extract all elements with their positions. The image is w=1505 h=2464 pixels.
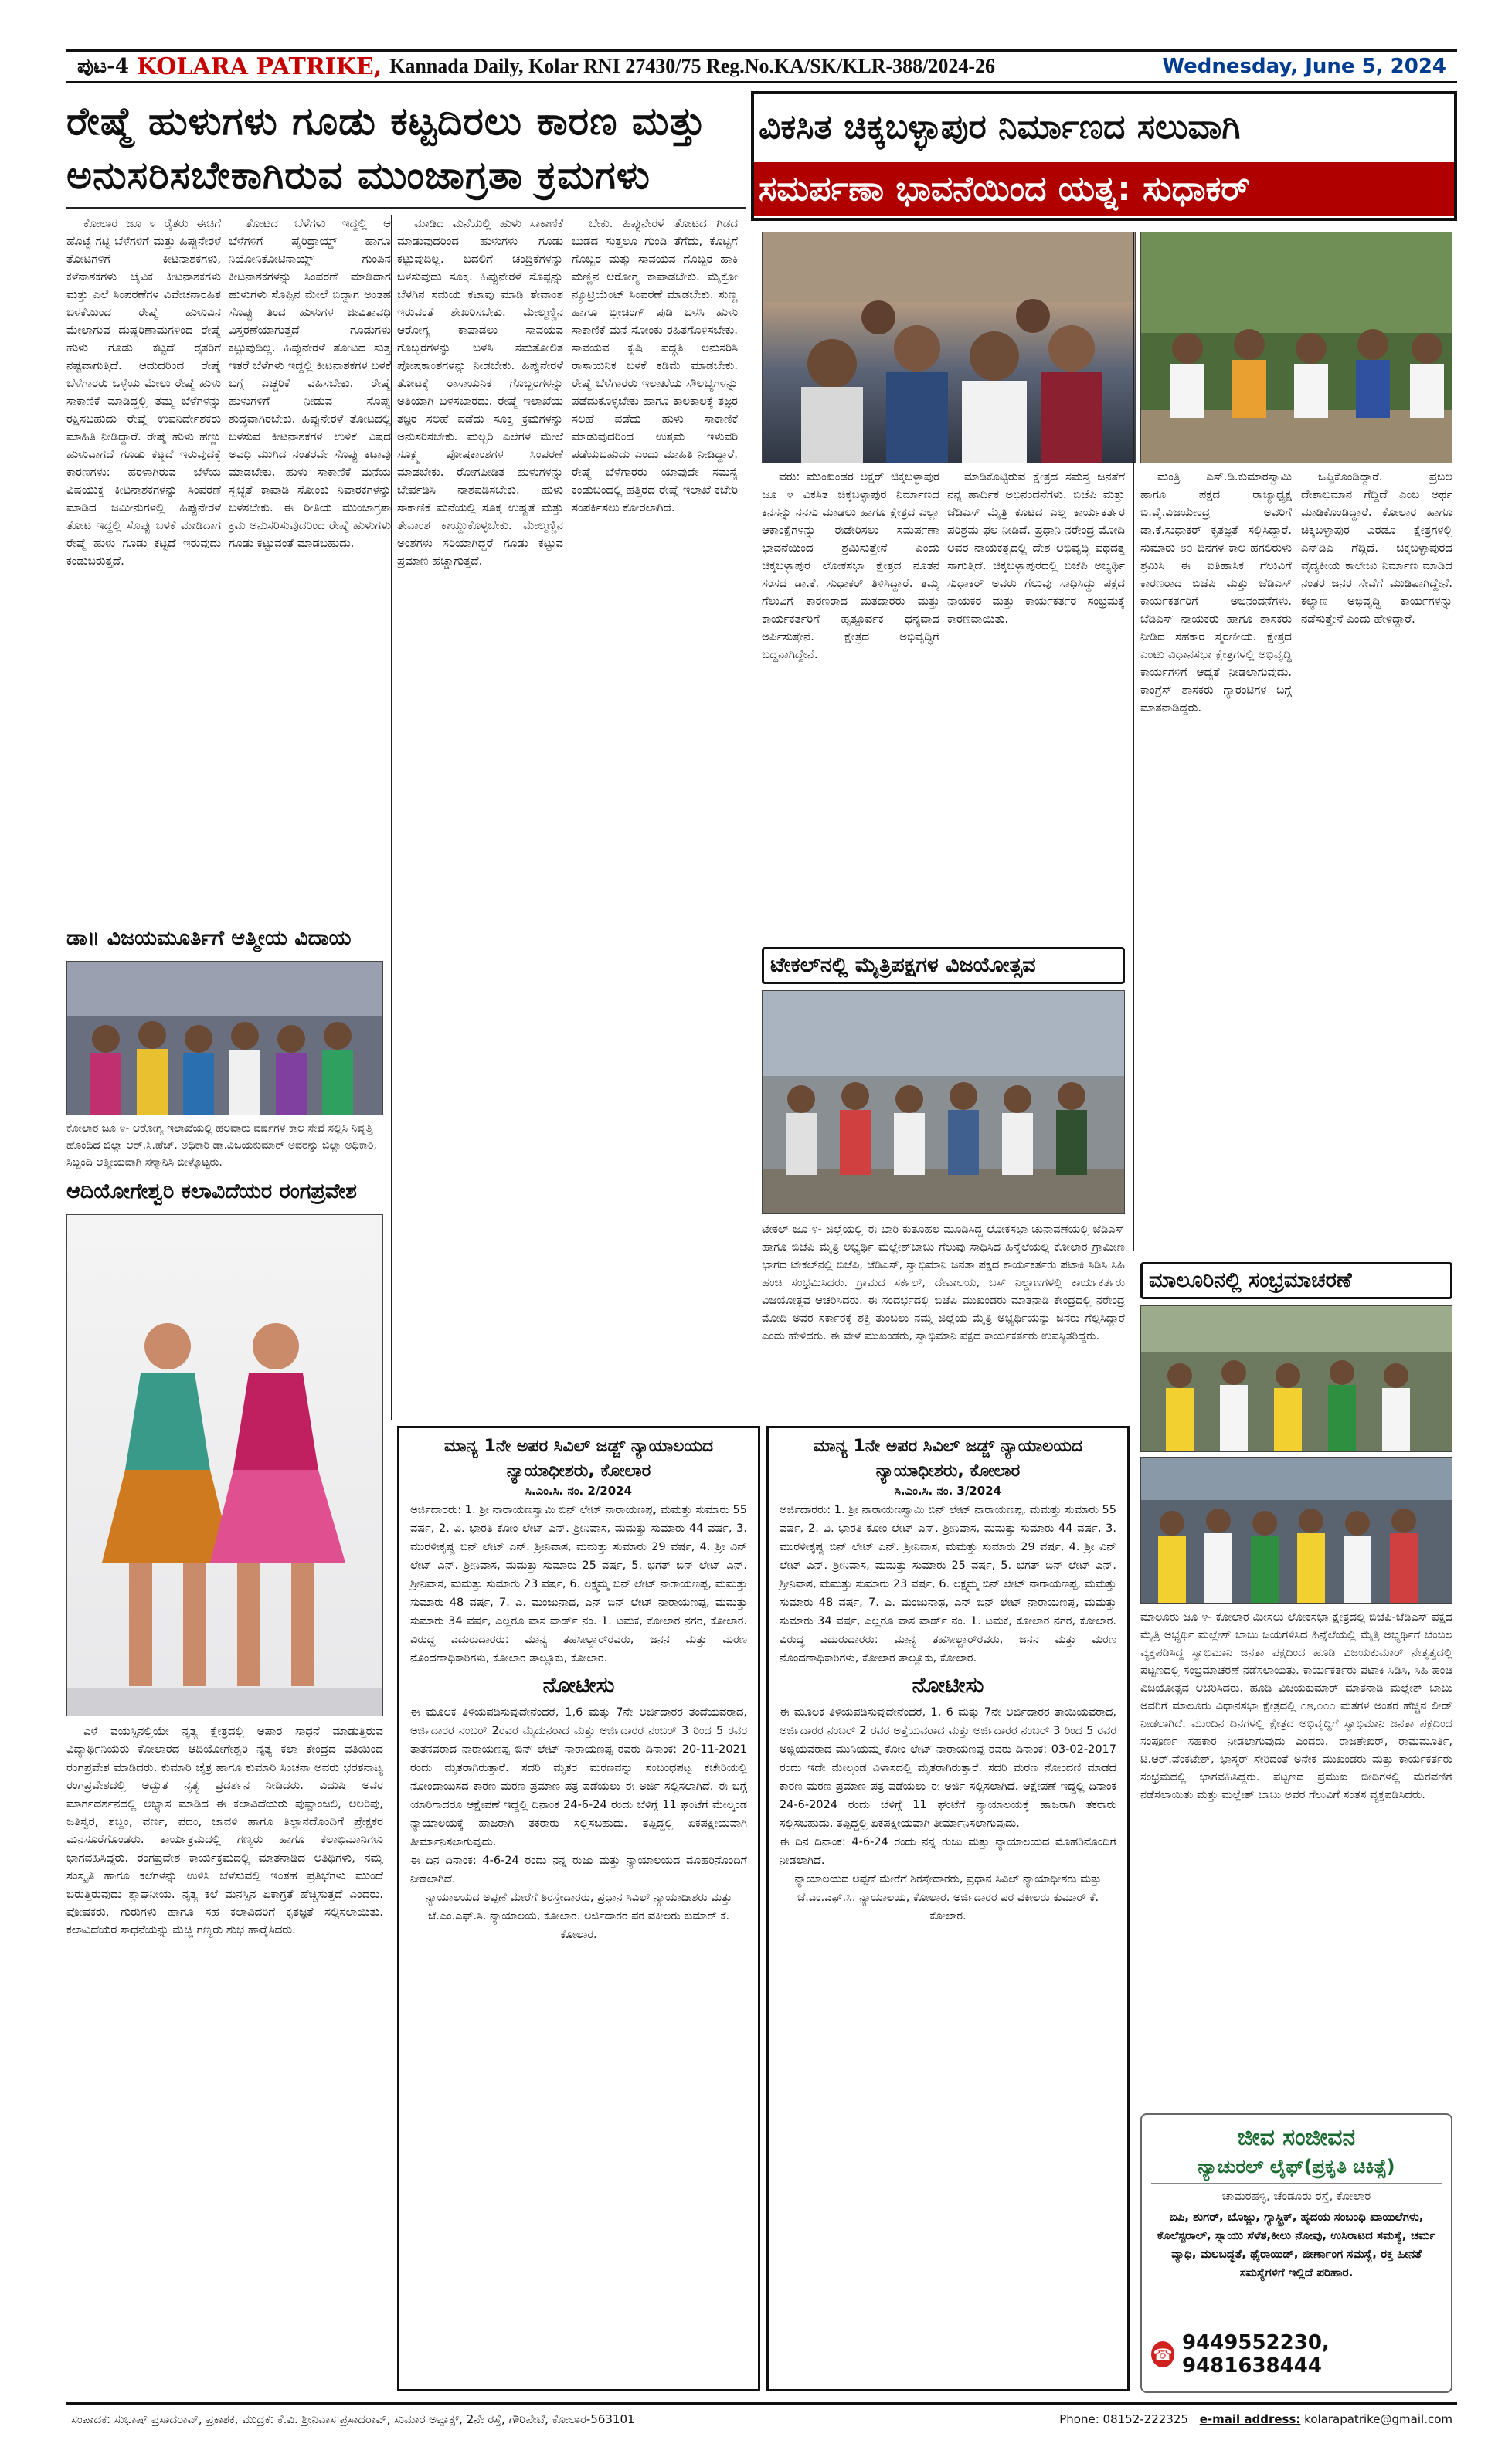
publication-date: Wednesday, June 5, 2024 xyxy=(1162,55,1446,78)
footer-email-label: e-mail address: xyxy=(1199,2411,1301,2426)
article5-caption: ಟೇಕಲ್ ಜೂ ೪- ಜಿಲ್ಲೆಯಲ್ಲಿ ಈ ಬಾರಿ ಕುತೂಹಲ ಮೂಡಿಸಿದ್ದ ಲೋಕಸಭಾ ಚುನಾವಣೆಯಲ್ಲಿ ಜೆಡಿಎಸ್ ಹಾಗೂ ಬಿಜೆಪಿ ಮೈತ್ರಿ ಅಭ್ಯರ್ಥಿ ಮಲ್ಲೇಶ್‌ಬಾಬು ಗೆಲುವು ಸಾಧಿಸಿದ ಹಿನ್ನೆಲೆಯಲ್ಲಿ ಕೋಲಾರ ಗ್ರಾಮೀಣ ಭಾಗದ ಟೇಕಲ್‌ನಲ್ಲಿ ಬಿಜೆಪಿ, ಜೆಡಿಎಸ್, ಸ್ವಾಭಿಮಾನಿ ಜನತಾ ಪಕ್ಷದ ಕಾರ್ಯಕರ್ತರು ಪಟಾಕಿ ಸಿಡಿಸಿ ಸಿಹಿ ಹಂಚಿ ಸಂಭ್ರಮಿಸಿದರು. ಗ್ರಾಮದ ಸರ್ಕಲ್, ದೇವಾಲಯ, ಬಸ್ ನಿಲ್ದಾಣಗಳಲ್ಲಿ ಕಾರ್ಯಕರ್ತರು ವಿಜಯೋತ್ಸವ ಆಚರಿಸಿದರು. ಈ ಸಂದರ್ಭದಲ್ಲಿ ಬಿಜೆಪಿ ಮುಖಂಡರು ಮಾತನಾಡಿ ಕೇಂದ್ರದಲ್ಲಿ ನರೇಂದ್ರ ಮೋದಿ ಅವರ ಸರ್ಕಾರಕ್ಕೆ ಶಕ್ತಿ ತುಂಬಲು ನಮ್ಮ ಜಿಲ್ಲೆಯ ಮೈತ್ರಿ ಅಭ್ಯರ್ಥಿಯನ್ನು ಜನರು ಗೆಲ್ಲಿಸಿದ್ದಾರೆ ಎಂದು ಹೇಳಿದರು. ಈ ವೇಳೆ ಮುಖಂಡರು, ಸ್ವಾಭಿಮಾನಿ ಪಕ್ಷದ ಕಾರ್ಯಕರ್ತರು ಉಪಸ್ಥಿತರಿದ್ದರು. xyxy=(762,1223,1125,1342)
notice1-title: ನೋಟೀಸು xyxy=(542,1672,615,1698)
article2-col2: ಮಾಡಿಕೊಟ್ಟಿರುವ ಕ್ಷೇತ್ರದ ಸಮಸ್ತ ಜನತೆಗೆ ನನ್ನ ಹಾರ್ದಿಕ ಅಭಿನಂದನೆಗಳು. ಬಿಜೆಪಿ ಮತ್ತು ಜೆಡಿಎಸ್ ಮೈತ್ರಿ ಕೂಟದ ಎಲ್ಲ ಕಾರ್ಯಕರ್ತರ ಪರಿಶ್ರಮ ಫಲ ನೀಡಿದೆ. ಪ್ರಧಾನಿ ನರೇಂದ್ರ ಮೋದಿ ಅವರ ನಾಯಕತ್ವದಲ್ಲಿ ದೇಶ ಅಭಿವೃದ್ಧಿ ಪಥದತ್ತ ಸಾಗುತ್ತಿದೆ. ಚಿಕ್ಕಬಳ್ಳಾಪುರದಲ್ಲಿ ಬಿಜೆಪಿ ಅಭ್ಯರ್ಥಿ ಸುಧಾಕರ್ ಅವರು ಗೆಲುವು ಸಾಧಿಸಿದ್ದು ಪಕ್ಷದ ನಾಯಕರ ಮತ್ತು ಕಾರ್ಯಕರ್ತರ ಸಂಭ್ರಮಕ್ಕೆ ಕಾರಣವಾಯಿತು. xyxy=(947,470,1125,626)
column-rule xyxy=(391,215,392,1420)
notice2-body: ಅರ್ಜಿದಾರರು: 1. ಶ್ರೀ ನಾರಾಯಣಸ್ವಾಮಿ ಬಿನ್ ಲೇಟ್ ನಾರಾಯಣಪ್ಪ, ಮಮತ್ತು ಸುಮಾರು 55 ವರ್ಷ, 2. ವಿ. ಭಾರತಿ ಕೋಂ ಲೇಟ್ ಎನ್. ಶ್ರೀನಿವಾಸ, ಮಮತ್ತು ಸುಮಾರು 44 ವರ್ಷ, 3. ಮುರಳೀಕೃಷ್ಣ ಬಿನ್ ಲೇಟ್ ಎನ್. ಶ್ರೀನಿವಾಸ, ಮಮತ್ತು ಸುಮಾರು 29 ವರ್ಷ, 4. ಶ್ರೀ ವಿನ್ ಲೇಟ್ ಎನ್. ಶ್ರೀನಿವಾಸ, ಮಮತ್ತು ಸುಮಾರು 25 ವರ್ಷ, 5. ಭಗತ್ ಬಿನ್ ಲೇಟ್ ಎನ್. ಶ್ರೀನಿವಾಸ, ಮಮತ್ತು ಸುಮಾರು 23 ವರ್ಷ, 6. ಲಕ್ಷ್ಮಮ್ಮ ಬಿನ್ ಲೇಟ್ ನಾರಾಯಣಪ್ಪ, ಮಮತ್ತು ಸುಮಾರು 48 ವರ್ಷ, 7. ಎ. ಮಂಜುನಾಥ, ಎನ್ ಬಿನ್ ಲೇಟ್ ನಾರಾಯಣಪ್ಪ, ಮಮತ್ತು ಸುಮಾರು 34 ವರ್ಷ, ಎಲ್ಲರೂ ವಾಸ ವಾರ್ಡ್ ನಂ. 1. ಟಮಕ, ಕೋಲಾರ ನಗರ, ಕೋಲಾರ. ವಿರುದ್ಧ ಎದುರುದಾರರು: ಮಾನ್ಯ ತಹಸೀಲ್ದಾರ್‌ರವರು, ಜನನ ಮತ್ತು ಮರಣ ನೊಂದಣಾಧಿಕಾರಿಗಳು, ಕೋಲಾರ ತಾಲ್ಲೂಕು, ಕೋಲಾರ. xyxy=(780,1504,1116,1665)
notice2-title: ನೋಟೀಸು xyxy=(912,1672,984,1698)
notice2-case: ಸಿ.ಎಂ.ಸಿ. ನಂ. 3/2024 xyxy=(894,1484,1002,1498)
article4-heading: ಆದಿಯೋಗೇಶ್ವರಿ ಕಲಾವಿದೆಯರ ರಂಗಪ್ರವೇಶ xyxy=(66,1179,357,1203)
article2-col4: ಒಪ್ಪಿಕೊಂಡಿದ್ದಾರೆ. ಪ್ರಬಲ ದೇಶಾಭಿಮಾನ ಗೆದ್ದಿದೆ ಎಂಬ ಅರ್ಥ ಮಾಡಿಕೊಂಡಿದ್ದಾರೆ. ಕೋಲಾರ ಹಾಗೂ ಚಿಕ್ಕಬಳ್ಳಾಪುರ ಎರಡೂ ಕ್ಷೇತ್ರಗಳಲ್ಲಿ ಎನ್‌ಡಿಎ ಗೆದ್ದಿದೆ. ಚಿಕ್ಕಬಳ್ಳಾಪುರದ ವೈದ್ಯಕೀಯ ಕಾಲೇಜು ನಿರ್ಮಾಣ ಮಾಡಿದ ನಂತರ ಜನರ ಸೇವೆಗೆ ಮುಡಿಪಾಗಿದ್ದೇನೆ. ಕಲ್ಯಾಣ ಅಭಿವೃದ್ಧಿ ಕಾರ್ಯಗಳನ್ನು ನಡೆಸುತ್ತೇನೆ ಎಂದು ಹೇಳಿದ್ದಾರೆ. xyxy=(1301,470,1452,626)
victory-photo-icon xyxy=(763,991,1125,1214)
notice1-sign: ನ್ಯಾಯಾಲಯದ ಅಪ್ಪಣೆ ಮೇರೆಗೆ ಶಿರಸ್ತೇದಾರರು, ಪ್ರಧಾನ ಸಿವಿಲ್ ನ್ಯಾಯಾಧೀಶರು ಮತ್ತು ಜೆ.ಎಂ.ಎಫ್.ಸಿ. ನ್ಯಾಯಾಲಯ, ಕೋಲಾರ. ಅರ್ಜಿದಾರರ ಪರ ವಕೀಲರು ಕುಮಾರ್ ಕೆ. ಕೋಲಾರ. xyxy=(425,1892,732,1941)
newspaper-brand: KOLARA PATRIKE, xyxy=(137,53,382,80)
notice2-court: ಮಾನ್ಯ 1ನೇ ಅಪರ ಸಿವಿಲ್ ಜಡ್ಜ್ ನ್ಯಾಯಾಲಯದ ನ್ಯಾಯಾಧೀಶರು, ಕೋಲಾರ xyxy=(813,1437,1083,1481)
ad-address: ಚಾಮರಹಳ್ಳಿ, ಚೆಂಡೂರು ರಸ್ತೆ, ಕೋಲಾರ xyxy=(1221,2189,1371,2203)
publication-info: Kannada Daily, Kolar RNI 27430/75 Reg.No.KA/SK/KLR-388/2024-26 xyxy=(389,55,996,77)
article5-heading: ಟೇಕಲ್‌ನಲ್ಲಿ ಮೈತ್ರಿಪಕ್ಷಗಳ ವಿಜಯೋತ್ಸವ xyxy=(762,947,1125,984)
footer-phone: Phone: 08152-222325 xyxy=(1059,2411,1188,2426)
photo-farewell xyxy=(66,961,383,1115)
footer-credits: ಸಂಪಾದಕ: ಸುಭಾಷ್ ಪ್ರಸಾದರಾವ್, ಪ್ರಕಾಶಕ, ಮುದ್ರಕ: ಕೆ.ವಿ. ಶ್ರೀನಿವಾಸ ಪ್ರಸಾದರಾವ್, ಸುಮಾರ ಅಪ್ಪಾಕ್ಸ್, 2ನೇ ರಸ್ತೆ, ಗೌರಿಪೇಟೆ, ಕೋಲಾರ-563101 xyxy=(71,2411,635,2426)
court-notice-2 xyxy=(766,1426,1130,2391)
article2-headline-line2: ಸಮರ್ಪಣಾ ಭಾವನೆಯಿಂದ ಯತ್ನ: ಸುಧಾಕರ್ xyxy=(754,162,1454,216)
article2-headline-line1: ವಿಕಸಿತ ಚಿಕ್ಕಬಳ್ಳಾಪುರ ನಿರ್ಮಾಣದ ಸಲುವಾಗಿ xyxy=(759,107,1241,147)
photo-malur-1 xyxy=(1140,1305,1452,1452)
article1-col3: ಮಾಡಿದ ಮನೆಯಲ್ಲಿ ಹುಳು ಸಾಕಾಣಿಕೆ ಮಾಡುವುದರಿಂದ ಹುಳುಗಳು ಗೂಡು ಕಟ್ಟುವುದಿಲ್ಲ. ಬದಲಿಗೆ ಚಂದ್ರಿಕೆಗಳನ್ನು ಬಳಸುವುದು ಸೂಕ್ತ. ಹಿಪ್ಪುನೇರಳೆ ಸೊಪ್ಪನ್ನು ಬೆಳಗಿನ ಸಮಯ ಕಟಾವು ಮಾಡಿ ತೇವಾಂಶ ಇರುವಂತೆ ಶೇಖರಿಸಬೇಕು. ಮೇಲ್ಮಣ್ಣಿನ ಆರೋಗ್ಯ ಕಾಪಾಡಲು ಸಾವಯವ ಗೊಬ್ಬರಗಳನ್ನು ಬಳಸಿ ಸಮತೋಲಿತ ಪೋಷಕಾಂಶಗಳನ್ನು ನೀಡಬೇಕು. ಹಿಪ್ಪುನೇರಳೆ ತೋಟಕ್ಕೆ ರಾಸಾಯನಿಕ ಗೊಬ್ಬರಗಳನ್ನು ಅತಿಯಾಗಿ ಬಳಸಬಾರದು. ರೇಷ್ಮೆ ಇಲಾಖೆಯ ತಜ್ಞರ ಸಲಹೆ ಪಡೆದು ಸೂಕ್ತ ಕ್ರಮಗಳನ್ನು ಅನುಸರಿಸಬೇಕು. ಮಲ್ಬರಿ ಎಲೆಗಳ ಮೇಲೆ ಸೂಕ್ಷ್ಮ ಪೋಷಕಾಂಶಗಳ ಸಿಂಪರಣೆ ಮಾಡಬೇಕು. ರೋಗಪೀಡಿತ ಹುಳುಗಳನ್ನು ಬೇರ್ಪಡಿಸಿ ನಾಶಪಡಿಸಬೇಕು. ಹುಳು ಸಾಕಾಣಿಕೆ ಮನೆಯಲ್ಲಿ ಸೂಕ್ತ ಉಷ್ಣತೆ ಮತ್ತು ತೇವಾಂಶ ಕಾಯ್ದುಕೊಳ್ಳಬೇಕು. ಮೇಲ್ಮಣ್ಣಿನ ಅಂಶಗಳು ಸರಿಯಾಗಿದ್ದರೆ ಗೂಡು ಕಟ್ಟುವ ಪ್ರಮಾಣ ಹೆಚ್ಚಾಗುತ್ತದೆ. xyxy=(397,216,563,568)
masthead-left xyxy=(77,53,995,80)
ad-title2: ನ್ಯಾಚುರಲ್ ಲೈಫ್(ಪ್ರಕೃತಿ ಚಿಕಿತ್ಸೆ) xyxy=(1151,2153,1442,2184)
dancers-photo-icon xyxy=(67,1215,383,1716)
ad-title1: ಜೀವ ಸಂಜೀವನ xyxy=(1237,2124,1356,2151)
photo-celebration-group xyxy=(1140,232,1452,463)
ad-services: ಬಿಪಿ, ಶುಗರ್, ಬೊಜ್ಜು, ಗ್ಯಾಸ್ಟ್ರಿಕ್, ಹೃದಯ ಸಂಬಂಧಿ ಖಾಯಿಲೆಗಳು, ಕೊಲೆಸ್ಟರಾಲ್, ಸ್ನಾಯು ಸೆಳೆತ,ಕೀಲು ನೋವು, ಉಸಿರಾಟದ ಸಮಸ್ಯೆ, ಚರ್ಮ ವ್ಯಾಧಿ, ಮಲಬದ್ಧತೆ, ಥೈರಾಯಿಡ್, ಜೀರ್ಣಾಂಗ ಸಮಸ್ಯೆ, ರಕ್ತ ಹೀನತೆ ಸಮಸ್ಯೆಗಳಿಗೆ ಇಲ್ಲಿದೆ ಪರಿಹಾರ. xyxy=(1157,2210,1436,2279)
article2-headline-box xyxy=(751,91,1457,221)
farewell-photo-icon xyxy=(67,962,383,1115)
notice1-date: ಈ ದಿನ ದಿನಾಂಕ: 4-6-24 ರಂದು ನನ್ನ ರುಜು ಮತ್ತು ನ್ಯಾಯಾಲಯದ ಮೊಹರಿನೊಂದಿಗೆ ನೀಡಲಾಗಿದೆ. xyxy=(410,1855,747,1885)
ad-phone-row xyxy=(1151,2331,1442,2377)
article1-headline: ರೇಷ್ಮೆ ಹುಳುಗಳು ಗೂಡು ಕಟ್ಟದಿರಲು ಕಾರಣ ಮತ್ತು ಅನುಸರಿಸಬೇಕಾಗಿರುವ ಮುಂಜಾಗ್ರತಾ ಕ್ರಮಗಳು xyxy=(66,99,707,198)
divider xyxy=(66,207,746,209)
notice1-body2: ಈ ಮೂಲಕ ತಿಳಿಯಪಡಿಸುವುದೇನೆಂದರೆ, 1,6 ಮತ್ತು 7ನೇ ಅರ್ಜಿದಾರರ ತಂದೆಯವರಾದ, ಅರ್ಜಿದಾರರ ನಂಬರ್ 2ರವರ ಮೈದುನರಾದ ಮತ್ತು ಅರ್ಜಿದಾರರ ನಂಬರ್ 3 ರಿಂದ 5 ರವರ ತಾತನವರಾದ ನಾರಾಯಣಪ್ಪ ಬಿನ್ ಲೇಟ್ ನಾರಾಯಣಪ್ಪ ರವರು ದಿನಾಂಕ: 20-11-2021 ರಂದು ಮೃತರಾಗಿರುತ್ತಾರೆ. ಸದರಿ ಮೃತರ ಮರಣವನ್ನು ಸಂಬಂಧಪಟ್ಟ ಕಚೇರಿಯಲ್ಲಿ ನೋಂದಾಯಿಸದ ಕಾರಣ ಮರಣ ಪ್ರಮಾಣ ಪತ್ರ ಪಡೆಯಲು ಈ ಅರ್ಜಿ ಸಲ್ಲಿಸಲಾಗಿದೆ. ಈ ಬಗ್ಗೆ ಯಾರಿಗಾದರೂ ಆಕ್ಷೇಪಣೆ ಇದ್ದಲ್ಲಿ ದಿನಾಂಕ 24-6-24 ರಂದು ಬೆಳಿಗ್ಗೆ 11 ಘಂಟೆಗೆ ಮೇಲ್ಕಂಡ ನ್ಯಾಯಾಲಯಕ್ಕೆ ಹಾಜರಾಗಿ ತಕರಾರು ಸಲ್ಲಿಸಬಹುದು. ತಪ್ಪಿದ್ದಲ್ಲಿ ಏಕಪಕ್ಷೀಯವಾಗಿ ತೀರ್ಮಾನಿಸಲಾಗುವುದು. xyxy=(410,1706,747,1848)
footer-contact xyxy=(1059,2412,1452,2426)
masthead xyxy=(66,49,1457,83)
photo-dancers xyxy=(66,1214,383,1716)
article2-col1: ವರು: ಮುಂಖಂಡರ ಅಕ್ಷರ್ ಚಿಕ್ಕಬಳ್ಳಾಪುರ ಜೂ ೪ ವಿಕಸಿತ ಚಿಕ್ಕಬಳ್ಳಾಪುರ ನಿರ್ಮಾಣದ ಕನಸನ್ನು ನನಸು ಮಾಡಲು ಹಾಗೂ ಕ್ಷೇತ್ರದ ಎಲ್ಲಾ ಆಕಾಂಕ್ಷೆಗಳನ್ನು ಈಡೇರಿಸಲು ಸಮರ್ಪಣಾ ಭಾವನೆಯಿಂದ ಶ್ರಮಿಸುತ್ತೇನೆ ಎಂದು ಚಿಕ್ಕಬಳ್ಳಾಪುರ ಲೋಕಸಭಾ ಕ್ಷೇತ್ರದ ನೂತನ ಸಂಸದ ಡಾ.ಕೆ. ಸುಧಾಕರ್ ತಿಳಿಸಿದ್ದಾರೆ. ತಮ್ಮ ಗೆಲುವಿಗೆ ಕಾರಣರಾದ ಮತದಾರರು ಮತ್ತು ಕಾರ್ಯಕರ್ತರಿಗೆ ಹೃತ್ಪೂರ್ವಕ ಧನ್ಯವಾದ ಅರ್ಪಿಸುತ್ತೇನೆ. ಕ್ಷೇತ್ರದ ಅಭಿವೃದ್ಧಿಗೆ ಬದ್ಧನಾಗಿದ್ದೇನೆ. xyxy=(762,470,939,661)
article6-heading: ಮಾಲೂರಿನಲ್ಲಿ ಸಂಭ್ರಮಾಚರಣೆ xyxy=(1140,1262,1452,1299)
notice2-body2: ಈ ಮೂಲಕ ತಿಳಿಯಪಡಿಸುವುದೇನೆಂದರೆ, 1, 6 ಮತ್ತು 7ನೇ ಅರ್ಜಿದಾರರ ತಾಯಿಯವರಾದ, ಅರ್ಜಿದಾರರ ನಂಬರ್ 2 ರವರ ಅತ್ತೆಯವರಾದ ಮತ್ತು ಅರ್ಜಿದಾರರ ನಂಬರ್ 3 ರಿಂದ 5 ರವರ ಅಜ್ಜಿಯವರಾದ ಮುನಿಯಮ್ಮ ಕೋಂ ಲೇಟ್ ನಾರಾಯಣಪ್ಪ ರವರು ದಿನಾಂಕ: 03-02-2017 ರಂದು ಇದೇ ಮೇಲ್ಕಂಡ ವಿಳಾಸದಲ್ಲಿ ಮೃತರಾಗಿರುತ್ತಾರೆ. ಸದರಿ ಮರಣ ನೋಂದಣಿ ಮಾಡದ ಕಾರಣ ಮರಣ ಪ್ರಮಾಣ ಪತ್ರ ಪಡೆಯಲು ಈ ಅರ್ಜಿ ಸಲ್ಲಿಸಲಾಗಿದೆ. ಆಕ್ಷೇಪಣೆ ಇದ್ದಲ್ಲಿ ದಿನಾಂಕ 24-6-2024 ರಂದು ಬೆಳಿಗ್ಗೆ 11 ಘಂಟೆಗೆ ನ್ಯಾಯಾಲಯಕ್ಕೆ ಹಾಜರಾಗಿ ತಕರಾರು ಸಲ್ಲಿಸಬಹುದು. ತಪ್ಪಿದ್ದಲ್ಲಿ ಏಕಪಕ್ಷೀಯವಾಗಿ ತೀರ್ಮಾನಿಸಲಾಗುವುದು. xyxy=(780,1706,1116,1830)
ad-phone[interactable]: 9449552230, 9481638444 xyxy=(1182,2331,1330,2377)
notice2-date: ಈ ದಿನ ದಿನಾಂಕ: 4-6-24 ರಂದು ನನ್ನ ರುಜು ಮತ್ತು ನ್ಯಾಯಾಲಯದ ಮೊಹರಿನೊಂದಿಗೆ ನೀಡಲಾಗಿದೆ. xyxy=(780,1836,1116,1867)
group-photo-icon xyxy=(1141,232,1452,463)
article2-col3: ಮಂತ್ರಿ ಎಸ್.ಡಿ.ಕುಮಾರಸ್ವಾಮಿ ಹಾಗೂ ಪಕ್ಷದ ರಾಜ್ಯಾಧ್ಯಕ್ಷ ಬಿ.ವೈ.ವಿಜಯೇಂದ್ರ ಅವರಿಗೆ ಡಾ.ಕೆ.ಸುಧಾಕರ್ ಕೃತಜ್ಞತೆ ಸಲ್ಲಿಸಿದ್ದಾರೆ. ಸುಮಾರು ೮೦ ದಿನಗಳ ಕಾಲ ಹಗಲಿರುಳು ಶ್ರಮಿಸಿ ಈ ಐತಿಹಾಸಿಕ ಗೆಲುವಿಗೆ ಕಾರಣರಾದ ಬಿಜೆಪಿ ಮತ್ತು ಜೆಡಿಎಸ್ ಕಾರ್ಯಕರ್ತರಿಗೆ ಅಭಿನಂದನೆಗಳು. ಜೆಡಿಎಸ್ ನಾಯಕರು ಹಾಗೂ ಶಾಸಕರು ನೀಡಿದ ಸಹಕಾರ ಸ್ಮರಣೀಯ. ಕ್ಷೇತ್ರದ ಎಂಟು ವಿಧಾನಸಭಾ ಕ್ಷೇತ್ರಗಳಲ್ಲಿ ಅಭಿವೃದ್ಧಿ ಕಾರ್ಯಗಳಿಗೆ ಆದ್ಯತೆ ನೀಡಲಾಗುವುದು. ಕಾಂಗ್ರೆಸ್ ಶಾಸಕರು ಗ್ಯಾರಂಟಿಗಳ ಬಗ್ಗೆ ಮಾತನಾಡಿದ್ದರು. xyxy=(1140,470,1292,714)
notice1-court: ಮಾನ್ಯ 1ನೇ ಅಪರ ಸಿವಿಲ್ ಜಡ್ಜ್ ನ್ಯಾಯಾಲಯದ ನ್ಯಾಯಾಧೀಶರು, ಕೋಲಾರ xyxy=(443,1437,714,1481)
court-notice-1 xyxy=(397,1426,760,2391)
column-rule xyxy=(1133,232,1134,1251)
notice2-sign: ನ್ಯಾಯಾಲಯದ ಅಪ್ಪಣೆ ಮೇರೆಗೆ ಶಿರಸ್ತೇದಾರರು, ಪ್ರಧಾನ ಸಿವಿಲ್ ನ್ಯಾಯಾಧೀಶರು ಮತ್ತು ಜೆ.ಎಂ.ಎಫ್.ಸಿ. ನ್ಯಾಯಾಲಯ, ಕೋಲಾರ. ಅರ್ಜಿದಾರರ ಪರ ವಕೀಲರು ಕುಮಾರ್ ಕೆ. ಕೋಲಾರ. xyxy=(794,1873,1102,1923)
malur-crowd-icon xyxy=(1141,1458,1452,1604)
photo-malur-2 xyxy=(1140,1457,1452,1604)
notice1-body: ಅರ್ಜಿದಾರರು: 1. ಶ್ರೀ ನಾರಾಯಣಸ್ವಾಮಿ ಬಿನ್ ಲೇಟ್ ನಾರಾಯಣಪ್ಪ, ಮಮತ್ತು ಸುಮಾರು 55 ವರ್ಷ, 2. ವಿ. ಭಾರತಿ ಕೋಂ ಲೇಟ್ ಎನ್. ಶ್ರೀನಿವಾಸ, ಮಮತ್ತು ಸುಮಾರು 44 ವರ್ಷ, 3. ಮುರಳೀಕೃಷ್ಣ ಬಿನ್ ಲೇಟ್ ಎನ್. ಶ್ರೀನಿವಾಸ, ಮಮತ್ತು ಸುಮಾರು 29 ವರ್ಷ, 4. ಶ್ರೀ ವಿನ್ ಲೇಟ್ ಎನ್. ಶ್ರೀನಿವಾಸ, ಮಮತ್ತು ಸುಮಾರು 25 ವರ್ಷ, 5. ಭಗತ್ ಬಿನ್ ಲೇಟ್ ಎನ್. ಶ್ರೀನಿವಾಸ, ಮಮತ್ತು ಸುಮಾರು 23 ವರ್ಷ, 6. ಲಕ್ಷ್ಮಮ್ಮ ಬಿನ್ ಲೇಟ್ ನಾರಾಯಣಪ್ಪ, ಮಮತ್ತು ಸುಮಾರು 48 ವರ್ಷ, 7. ಎ. ಮಂಜುನಾಥ, ಎನ್ ಬಿನ್ ಲೇಟ್ ನಾರಾಯಣಪ್ಪ, ಮಮತ್ತು ಸುಮಾರು 34 ವರ್ಷ, ಎಲ್ಲರೂ ವಾಸ ವಾರ್ಡ್ ನಂ. 1. ಟಮಕ, ಕೋಲಾರ ನಗರ, ಕೋಲಾರ. ವಿರುದ್ಧ ಎದುರುದಾರರು: ಮಾನ್ಯ ತಹಸೀಲ್ದಾರ್‌ರವರು, ಜನನ ಮತ್ತು ಮರಣ ನೊಂದಣಾಧಿಕಾರಿಗಳು, ಕೋಲಾರ ತಾಲ್ಲೂಕು, ಕೋಲಾರ. xyxy=(410,1504,747,1665)
phone-icon: ☎ xyxy=(1151,2341,1174,2367)
advertisement-jeeva-sanjeevana xyxy=(1140,2113,1452,2393)
photo-sudhakar-crowd xyxy=(762,232,1136,463)
article3-caption: ಕೋಲಾರ ಜೂ ೪- ಆರೋಗ್ಯ ಇಲಾಖೆಯಲ್ಲಿ ಹಲವಾರು ವರ್ಷಗಳ ಕಾಲ ಸೇವೆ ಸಲ್ಲಿಸಿ ನಿವೃತ್ತಿ ಹೊಂದಿದ ಜಿಲ್ಲಾ ಆರ್.ಸಿ.ಹೆಚ್. ಅಧಿಕಾರಿ ಡಾ.ವಿಜಯಕುಮಾರ್ ಅವರನ್ನು ಜಿಲ್ಲಾ ಅಧಿಕಾರಿ, ಸಿಬ್ಬಂದಿ ಆತ್ಮೀಯವಾಗಿ ಸನ್ಮಾನಿಸಿ ಬೀಳ್ಕೊಟ್ಟರು. xyxy=(66,1122,377,1169)
article6-caption: ಮಾಲೂರು ಜೂ ೪- ಕೋಲಾರ ಮೀಸಲು ಲೋಕಸಭಾ ಕ್ಷೇತ್ರದಲ್ಲಿ ಬಿಜೆಪಿ-ಜೆಡಿಎಸ್ ಪಕ್ಷದ ಮೈತ್ರಿ ಅಭ್ಯರ್ಥಿ ಮಲ್ಲೇಶ್ ಬಾಬು ಜಯಗಳಿಸಿದ ಹಿನ್ನೆಲೆಯಲ್ಲಿ ಮೈತ್ರಿ ಅಭ್ಯರ್ಥಿಗೆ ಬೆಂಬಲ ವ್ಯಕ್ತಪಡಿಸಿದ್ದ ಸ್ವಾಭಿಮಾನಿ ಜನತಾ ಪಕ್ಷದಿಂದ ಹೂಡಿ ವಿಜಯಕುಮಾರ್ ನೇತೃತ್ವದಲ್ಲಿ ಪಟ್ಟಣದಲ್ಲಿ ಸಂಭ್ರಮಾಚರಣೆ ನಡೆಸಲಾಯಿತು. ಕಾರ್ಯಕರ್ತರು ಪಟಾಕಿ ಸಿಡಿಸಿ, ಸಿಹಿ ಹಂಚಿ ವಿಜಯೋತ್ಸವ ಆಚರಿಸಿದರು. ಹೂಡಿ ವಿಜಯಕುಮಾರ್ ಮಾತನಾಡಿ ಮಲ್ಲೇಶ್ ಬಾಬು ಅವರಿಗೆ ಮಾಲೂರು ವಿಧಾನಸಭಾ ಕ್ಷೇತ್ರದಲ್ಲಿ ೧೫,೦೦೦ ಮತಗಳ ಅಂತರ ಹೆಚ್ಚಿನ ಲೀಡ್ ನೀಡಲಾಗಿದೆ. ಮುಂದಿನ ದಿನಗಳಲ್ಲಿ ಕ್ಷೇತ್ರದ ಅಭಿವೃದ್ಧಿಗೆ ಸ್ವಾಭಿಮಾನಿ ಜನತಾ ಪಕ್ಷದಿಂದ ಸಂಪೂರ್ಣ ಸಹಕಾರ ನೀಡಲಾಗುವುದು ಎಂದರು. ರಾಜಶೇಖರ್, ರಾಮಮೂರ್ತಿ, ಟಿ.ಆರ್.ವೆಂಕಟೇಶ್, ಭಾಸ್ಕರ್ ಸೇರಿದಂತೆ ಅನೇಕ ಮುಖಂಡರು ಮತ್ತು ಕಾರ್ಯಕರ್ತರು ಸಂಭ್ರಮದಲ್ಲಿ ಭಾಗವಹಿಸಿದ್ದರು. ಪಟ್ಟಣದ ಪ್ರಮುಖ ಬೀದಿಗಳಲ್ಲಿ ಮೆರವಣಿಗೆ ನಡೆಸಲಾಯಿತು ಮತ್ತು ಮಲ್ಲೇಶ್ ಬಾಬು ಅವರ ಗೆಲುವಿಗೆ ಸಂತಸ ವ್ಯಕ್ತಪಡಿಸಿದರು. xyxy=(1140,1610,1452,1801)
footer xyxy=(66,2402,1457,2433)
article4-body: ಎಳೆ ವಯಸ್ಸಿನಲ್ಲಿಯೇ ನೃತ್ಯ ಕ್ಷೇತ್ರದಲ್ಲಿ ಅಪಾರ ಸಾಧನೆ ಮಾಡುತ್ತಿರುವ ವಿದ್ಯಾರ್ಥಿನಿಯರು ಕೋಲಾರದ ಆದಿಯೋಗೇಶ್ವರಿ ನೃತ್ಯ ಕಲಾ ಕೇಂದ್ರದ ವತಿಯಿಂದ ರಂಗಪ್ರವೇಶ ಮಾಡಿದರು. ಕುಮಾರಿ ಚೈತ್ರ ಹಾಗೂ ಕುಮಾರಿ ಸಿಂಚನಾ ಅವರು ಭರತನಾಟ್ಯ ರಂಗಪ್ರವೇಶದಲ್ಲಿ ಅದ್ಭುತ ನೃತ್ಯ ಪ್ರದರ್ಶನ ನೀಡಿದರು. ವಿದುಷಿ ಅವರ ಮಾರ್ಗದರ್ಶನದಲ್ಲಿ ಅಭ್ಯಾಸ ಮಾಡಿದ ಈ ಕಲಾವಿದೆಯರು ಪುಷ್ಪಾಂಜಲಿ, ಅಲರಿಪು, ಜತಿಸ್ವರ, ಶಬ್ದಂ, ವರ್ಣ, ಪದಂ, ಜಾವಳಿ ಹಾಗೂ ತಿಲ್ಲಾನದೊಂದಿಗೆ ಪ್ರೇಕ್ಷಕರ ಮನಸೂರೆಗೊಂಡರು. ಕಾರ್ಯಕ್ರಮದಲ್ಲಿ ಗಣ್ಯರು ಹಾಗೂ ಕಲಾಭಿಮಾನಿಗಳು ಭಾಗವಹಿಸಿದ್ದರು. ರಂಗಪ್ರವೇಶ ಕಾರ್ಯಕ್ರಮದಲ್ಲಿ ಮಾತನಾಡಿದ ಅತಿಥಿಗಳು, ನಮ್ಮ ಸಂಸ್ಕೃತಿ ಹಾಗೂ ಕಲೆಗಳನ್ನು ಉಳಿಸಿ ಬೆಳೆಸುವಲ್ಲಿ ಇಂತಹ ಪ್ರತಿಭೆಗಳು ಮುಂದೆ ಬರುತ್ತಿರುವುದು ಶ್ಲಾಘನೀಯ. ನೃತ್ಯ ಕಲೆ ಮನಸ್ಸಿನ ಏಕಾಗ್ರತೆ ಹೆಚ್ಚಿಸುತ್ತದೆ ಎಂದರು. ಪೋಷಕರು, ಗುರುಗಳು ಹಾಗೂ ಸಹ ಕಲಾವಿದರಿಗೆ ಕೃತಜ್ಞತೆ ಸಲ್ಲಿಸಲಾಯಿತು. ಕಲಾವಿದೆಯರ ಸಾಧನೆಯನ್ನು ಮೆಚ್ಚಿ ಗಣ್ಯರು ಶುಭ ಹಾರೈಸಿದರು. xyxy=(66,1724,383,1937)
page-number: ಪುಟ-4 xyxy=(77,54,130,78)
article1-col2: ತೋಟದ ಬೆಳೆಗಳು ಇದ್ದಲ್ಲಿ ಆ ಬೆಳೆಗಳಿಗೆ ಪೈರಿಥ್ರಾಯ್ಡ್ ಹಾಗೂ ನಿಯೋನಿಕೋಟಿನಾಯ್ಡ್ ಗುಂಪಿನ ಕೀಟನಾಶಕಗಳನ್ನು ಸಿಂಪರಣೆ ಮಾಡಿದಾಗ ಹುಳುಗಳು ಸೊಪ್ಪಿನ ಮೇಲೆ ಬಿದ್ದಾಗ ಅಂತಹ ಸೊಪ್ಪು ತಿಂದ ಹುಳುಗಳ ಜೀವಿತಾವಧಿ ವಿಸ್ತರಣೆಯಾಗುತ್ತದೆ ಗೂಡುಗಳು ಕಟ್ಟುವುದಿಲ್ಲ. ಹಿಪ್ಪುನೇರಳೆ ತೋಟದ ಸುತ್ತ ಇತರೆ ಬೆಳೆಗಳು ಇದ್ದಲ್ಲಿ ಕೀಟನಾಶಕಗಳ ಬಳಕೆ ಬಗ್ಗೆ ಎಚ್ಚರಿಕೆ ವಹಿಸಬೇಕು. ರೇಷ್ಮೆ ಹುಳುಗಳಿಗೆ ನೀಡುವ ಸೊಪ್ಪು ಶುದ್ಧವಾಗಿರಬೇಕು. ಹಿಪ್ಪುನೇರಳೆ ತೋಟದಲ್ಲಿ ಬಳಸುವ ಕೀಟನಾಶಕಗಳ ಉಳಿಕೆ ವಿಷದ ಅವಧಿ ಮುಗಿದ ನಂತರವೇ ಸೊಪ್ಪು ಕಟಾವು ಮಾಡಬೇಕು. ಹುಳು ಸಾಕಾಣಿಕೆ ಮನೆಯ ಸ್ವಚ್ಛತೆ ಕಾಪಾಡಿ ಸೋಂಕು ನಿವಾರಕಗಳನ್ನು ಬಳಸಬೇಕು. ಈ ರೀತಿಯ ಮುಂಜಾಗ್ರತಾ ಕ್ರಮ ಅನುಸರಿಸುವುದರಿಂದ ರೇಷ್ಮೆ ಹುಳುಗಳು ಗೂಡು ಕಟ್ಟುವಂತೆ ಮಾಡಬಹುದು. xyxy=(229,216,391,550)
malur-photo-icon xyxy=(1141,1306,1452,1452)
article1-col1: ಕೋಲಾರ ಜೂ ೪ ರೈತರು ಈಚಿಗೆ ಹೊಟ್ಟೆ ಗಟ್ಟಿ ಬೆಳೆಗಳಿಗೆ ಮತ್ತು ಹಿಪ್ಪುನೇರಳೆ ತೋಟಗಳಿಗೆ ಕೀಟನಾಶಕಗಳು, ಕಳೆನಾಶಕಗಳು ಜೈವಿಕ ಕೀಟನಾಶಕಗಳು ಮತ್ತು ಎಲೆ ಸಿಂಪರಣೆಗಳ ವಿವೇಚನಾರಹಿತ ಬಳಕೆಯಿಂದ ರೇಷ್ಮೆ ಹುಳುವಿನ ಮೇಲಾಗುವ ದುಷ್ಪರಿಣಾಮಗಳಿಂದ ರೇಷ್ಮೆ ಹುಳು ಗೂಡು ಕಟ್ಟದೆ ರೈತರಿಗೆ ನಷ್ಟವಾಗುತ್ತಿದೆ. ಆದುದರಿಂದ ರೇಷ್ಮೆ ಬೆಳೆಗಾರರು ಒಳ್ಳೆಯ ಮೇಲು ರೇಷ್ಮೆ ಹುಳು ಸಾಕಾಣಿಕೆ ಮಾಡಿದ್ದಲ್ಲಿ ತಮ್ಮ ಬೆಳೆಗಳನ್ನು ರಕ್ಷಿಸಬಹುದು ರೇಷ್ಮೆ ಉಪನಿರ್ದೇಶಕರು ಮಾಹಿತಿ ನೀಡಿದ್ದಾರೆ. ರೇಷ್ಮೆ ಹುಳು ಹಣ್ಣು ಹುಳುವಾಗದೆ ಗೂಡು ಕಟ್ಟದೆ ಇರುವುದಕ್ಕೆ ಕಾರಣಗಳು: ಹರಳಾಗಿರುವ ಬೆಳೆಯ ವಿಷಯುಕ್ತ ಕೀಟನಾಶಕಗಳನ್ನು ಸಿಂಪರಣೆ ಮಾಡಿದ ಜಮೀನುಗಳಲ್ಲಿ ಹಿಪ್ಪುನೇರಳೆ ತೋಟ ಇದ್ದಲ್ಲಿ ಸೊಪ್ಪು ಬಳಕೆ ಮಾಡಿದಾಗ ರೇಷ್ಮೆ ಹುಳು ಗೂಡು ಕಟ್ಟದೆ ಇರುವುದು ಕಂಡುಬರುತ್ತದೆ. xyxy=(66,216,221,568)
notice1-case: ಸಿ.ಎಂ.ಸಿ. ನಂ. 2/2024 xyxy=(525,1484,633,1498)
article1-col4: ಬೇಕು. ಹಿಪ್ಪುನೇರಳೆ ತೋಟದ ಗಿಡದ ಬುಡದ ಸುತ್ತಲೂ ಗುಂಡಿ ತೆಗೆದು, ಕೊಟ್ಟಿಗೆ ಗೊಬ್ಬರ ಮತ್ತು ಸಾವಯವ ಗೊಬ್ಬರ ಹಾಕಿ ಮಣ್ಣಿನ ಆರೋಗ್ಯ ಕಾಪಾಡಬೇಕು. ಮೈಕ್ರೋ ನ್ಯೂಟ್ರಿಯೆಂಟ್ ಸಿಂಪರಣೆ ಮಾಡಬೇಕು. ಸುಣ್ಣ ಹಾಗೂ ಬ್ಲೀಚಿಂಗ್ ಪುಡಿ ಬಳಸಿ ಹುಳು ಸಾಕಾಣಿಕೆ ಮನೆ ಸೋಂಕು ರಹಿತಗೊಳಿಸಬೇಕು. ಸಾವಯವ ಕೃಷಿ ಪದ್ಧತಿ ಅನುಸರಿಸಿ ರಾಸಾಯನಿಕ ಬಳಕೆ ಕಡಿಮೆ ಮಾಡಬೇಕು. ರೇಷ್ಮೆ ಬೆಳೆಗಾರರು ಇಲಾಖೆಯ ಸೌಲಭ್ಯಗಳನ್ನು ಪಡೆದುಕೊಳ್ಳಬೇಕು ಹಾಗೂ ಕಾಲಕಾಲಕ್ಕೆ ತಜ್ಞರ ಸಲಹೆ ಪಡೆದು ಹುಳು ಸಾಕಾಣಿಕೆ ಮಾಡುವುದರಿಂದ ಉತ್ತಮ ಇಳುವರಿ ಪಡೆಯಬಹುದು ಎಂದು ಮಾಹಿತಿ ನೀಡಿದ್ದಾರೆ. ರೇಷ್ಮೆ ಬೆಳೆಗಾರರು ಯಾವುದೇ ಸಮಸ್ಯೆ ಕಂಡುಬಂದಲ್ಲಿ ಹತ್ತಿರದ ರೇಷ್ಮೆ ಇಲಾಖೆ ಕಚೇರಿ ಸಂಪರ್ಕಿಸಲು ಕೋರಲಾಗಿದೆ. xyxy=(572,216,738,514)
footer-email[interactable]: kolarapatrike@gmail.com xyxy=(1304,2411,1452,2426)
photo-tekal-victory xyxy=(762,990,1125,1214)
crowd-photo-icon xyxy=(763,232,1136,463)
article3-heading: ಡಾ॥ ವಿಜಯಮೂರ್ತಿಗೆ ಆತ್ಮೀಯ ವಿದಾಯ xyxy=(66,926,352,950)
